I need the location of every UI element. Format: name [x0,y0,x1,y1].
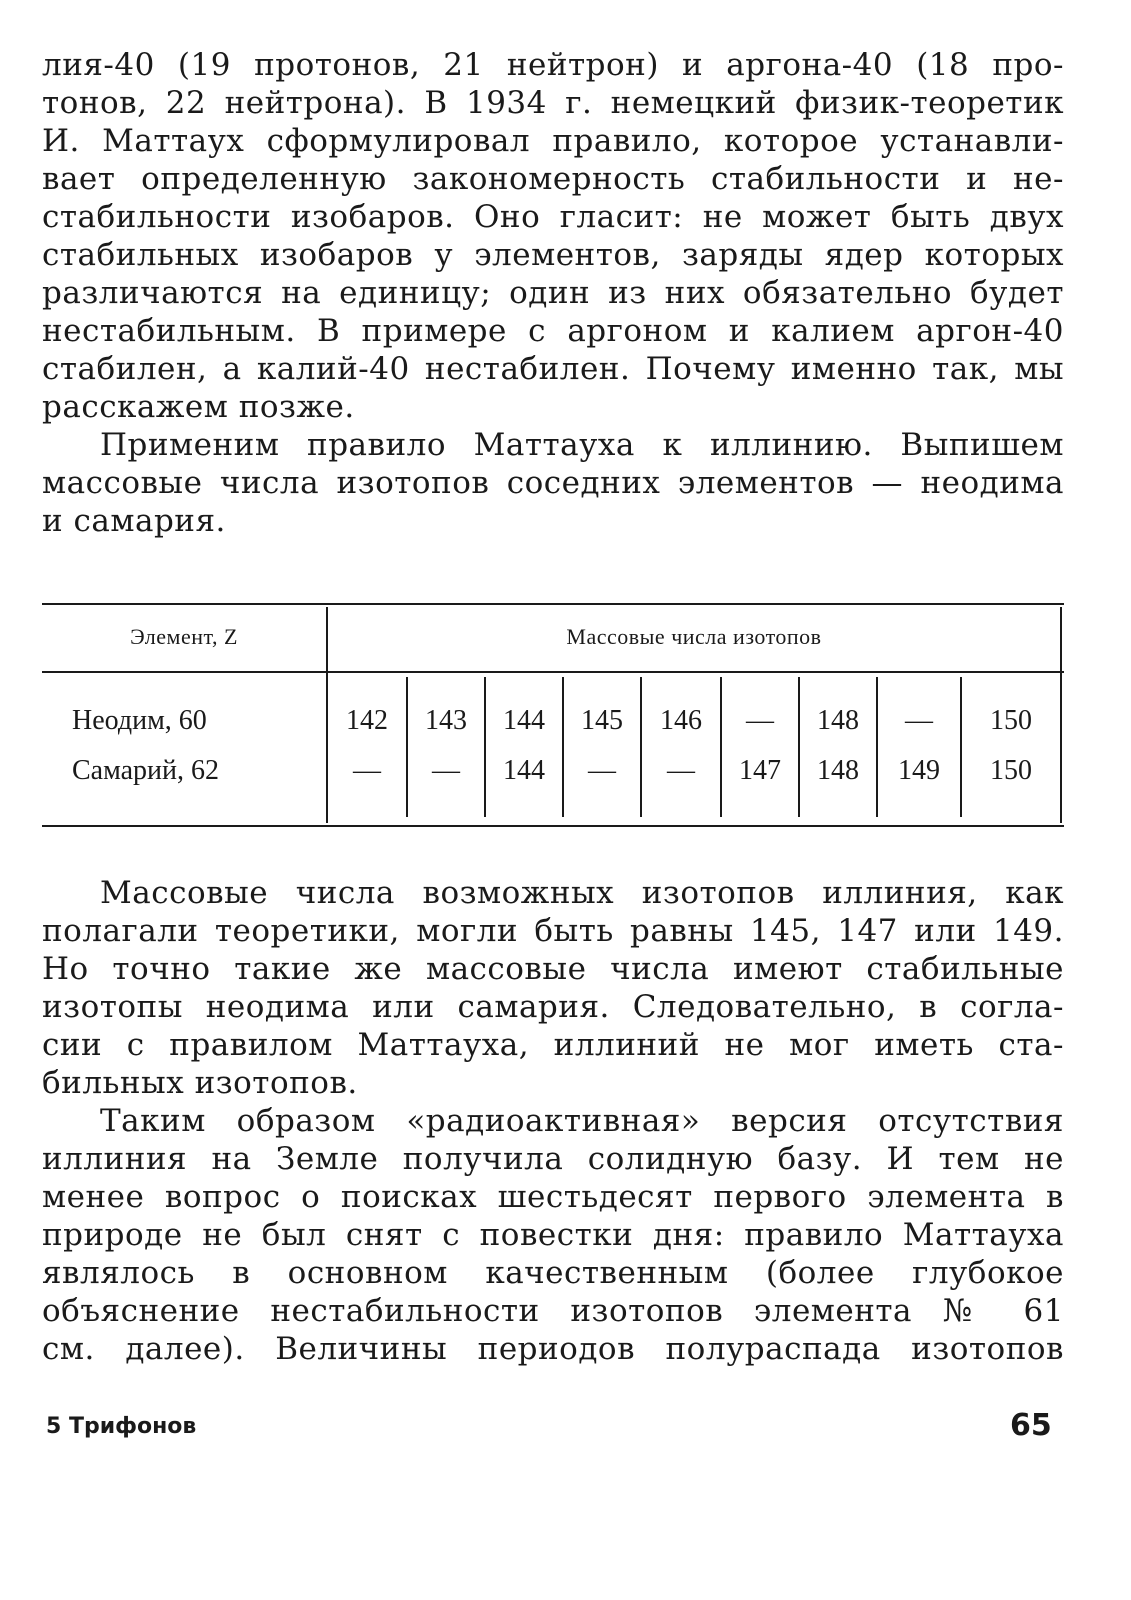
text-line: Но точно такие же массовые числа имеют стабильные [42,951,1064,987]
table-cell-divider [484,677,486,817]
table-right-border [1060,607,1062,823]
text-line: и самария. [42,503,226,539]
text-line: различаются на единицу; один из них обязательно будет [42,275,1064,311]
table-cell: — [667,755,695,786]
text-line: изотопы неодима или самария. Следовательно, в согла- [42,989,1064,1025]
text-line: бильных изотопов. [42,1065,358,1101]
table-cell-divider [876,677,878,817]
table-cell-divider [960,677,962,817]
table-cell: 144 [503,705,545,736]
table-cell: 143 [425,705,467,736]
text-line: Массовые числа возможных изотопов иллиния, как [100,875,1064,911]
table-cell: 149 [898,755,940,786]
table-header-mass-numbers: Массовые числа изотопов [566,624,822,649]
text-line: иллиния на Земле получила солидную базу. И тем не [42,1141,1064,1177]
table-rule-bottom [42,825,1064,827]
text-line: массовые числа изотопов соседних элементов — неодима [42,465,1064,501]
table-cell: — [353,755,381,786]
text-line: полагали теоретики, могли быть равны 145, 147 или 149. [42,913,1064,949]
table-rule-header [42,671,1064,673]
text-line: Таким образом «радиоактивная» версия отсутствия [100,1103,1064,1139]
table-cell-divider [640,677,642,817]
signature-mark: 5 Трифонов [46,1414,197,1439]
text-line: И. Маттаух сформулировал правило, которое устанавли- [42,123,1064,159]
table-cell: 148 [817,705,859,736]
text-line: расскажем позже. [42,389,355,425]
page-number: 65 [1010,1408,1052,1443]
table-cell: 150 [990,705,1032,736]
text-block-top [42,46,1064,540]
table-row-label: Неодим, 60 [72,705,207,736]
table-cell-divider [798,677,800,817]
text-line: являлось в основном качественным (более глубокое [42,1255,1064,1291]
table-cell-divider [562,677,564,817]
text-line: объяснение нестабильности изотопов элемента № 61 [42,1293,1064,1329]
text-line: лия-40 (19 протонов, 21 нейтрон) и аргона-40 (18 про- [42,47,1064,83]
table-cell: — [746,705,774,736]
text-block-bottom [42,874,1064,1368]
table-cell-divider [720,677,722,817]
text-line: тонов, 22 нейтрона). В 1934 г. немецкий физик-теоретик [42,85,1064,121]
text-line: Применим правило Маттауха к иллинию. Выпишем [100,427,1064,463]
table-row-label: Самарий, 62 [72,755,220,786]
table-cell: — [588,755,616,786]
text-line: сии с правилом Маттауха, иллиний не мог иметь ста- [42,1027,1064,1063]
table-cell: 144 [503,755,545,786]
text-line: см. далее). Величины периодов полураспада изотопов [42,1331,1064,1367]
table-cell: 150 [990,755,1032,786]
table-rule-top [42,603,1064,605]
table-cell: — [432,755,460,786]
table-cell-divider [406,677,408,817]
table-cell: 142 [346,705,388,736]
table-header-element: Элемент, Z [130,624,238,649]
table-cell: 148 [817,755,859,786]
isotope-table [42,603,1064,827]
text-line: нестабильным. В примере с аргоном и калием аргон-40 [42,313,1064,349]
text-line: вает определенную закономерность стабильности и не- [42,161,1064,197]
table-cell: 147 [739,755,781,786]
table-cell: 145 [581,705,623,736]
text-line: природе не был снят с повестки дня: правило Маттауха [42,1217,1064,1253]
table-cell: 146 [660,705,702,736]
table-cell: — [905,705,933,736]
text-line: менее вопрос о поисках шестьдесят первого элемента в [42,1179,1064,1215]
text-line: стабильных изобаров у элементов, заряды ядер которых [42,237,1064,273]
text-line: стабильности изобаров. Оно гласит: не может быть двух [42,199,1064,235]
text-line: стабилен, а калий-40 нестабилен. Почему именно так, мы [42,351,1064,387]
